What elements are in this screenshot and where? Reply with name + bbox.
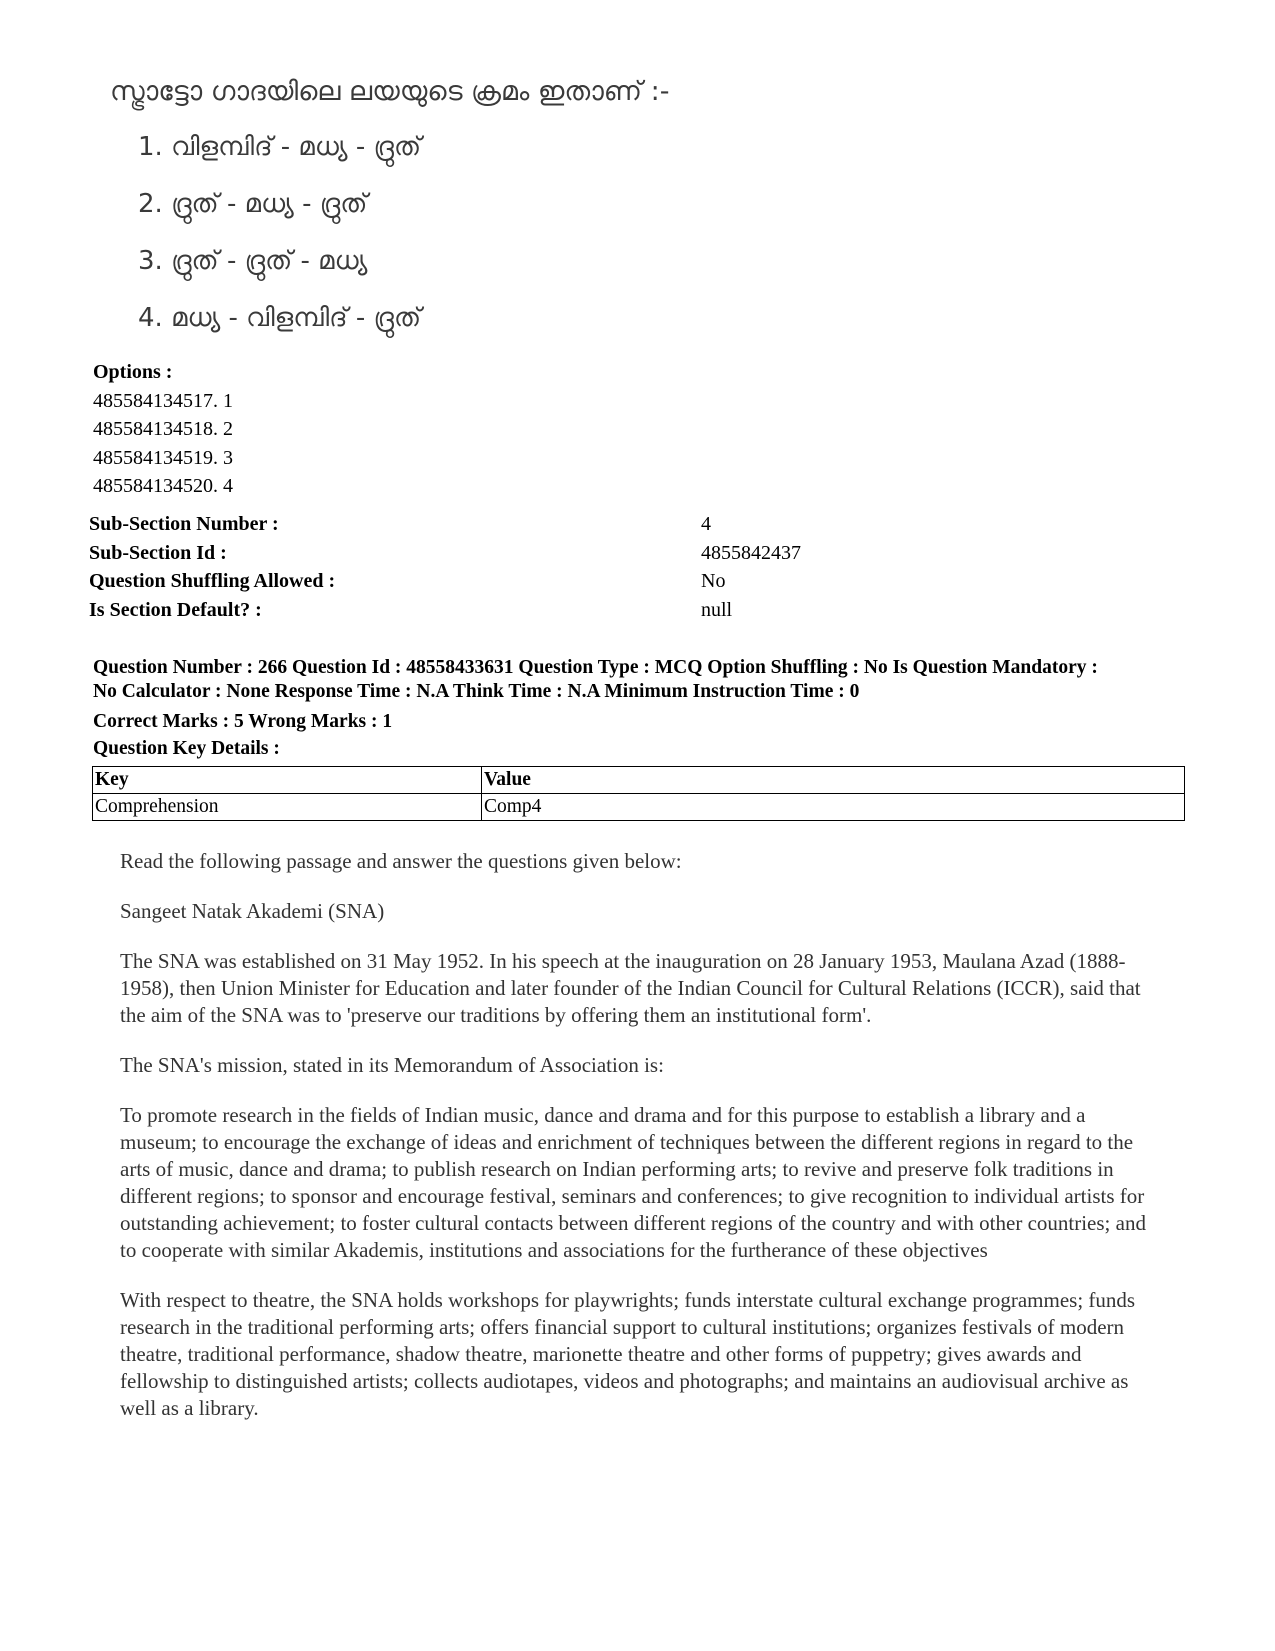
- table-row: [93, 794, 1185, 821]
- option-item: 485584134520. 4: [93, 475, 233, 497]
- question-shuffling-row: [89, 567, 726, 596]
- comprehension-passage: [120, 848, 1160, 1445]
- question-shuffling-value: No: [701, 570, 726, 592]
- question-header-line: No Calculator : None Response Time : N.A Think Time : N.A Minimum Instruction Time : 0: [93, 681, 860, 702]
- option-item: 485584134518. 2: [93, 418, 233, 440]
- subsection-number-label: Sub-Section Number :: [89, 513, 279, 535]
- question-header: [93, 656, 1193, 704]
- question-shuffling-label: Question Shuffling Allowed :: [89, 570, 336, 592]
- passage-title: Sangeet Natak Akademi (SNA): [120, 899, 385, 923]
- subsection-id-value: 4855842437: [701, 541, 801, 564]
- passage-paragraph: To promote research in the fields of Indian music, dance and drama and for this purpose to establish a library and a museum; to encourage the exchange of ideas and enrichment of techniques between the different regions in regard to the arts of music, dance and drama; to publish research on Indian performing arts; to revive and preserve folk traditions in different regions; to sponsor and encourage festival, seminars and conferences; to give recognition to individual artists for outstanding achievement; to foster cultural contacts between different regions of the country and with other countries; and to cooperate with similar Akademis, institutions and associations for the furtherance of these objectives: [120, 1103, 1146, 1262]
- table-cell-value: Comp4: [482, 794, 1185, 821]
- table-header-row: [93, 767, 1185, 794]
- options-label: Options :: [93, 361, 173, 383]
- table-header-value: Value: [482, 767, 1185, 794]
- table-cell-key: Comprehension: [93, 794, 482, 821]
- subsection-meta: [89, 510, 801, 624]
- table-header-key: Key: [93, 767, 482, 794]
- statement-list: [138, 130, 421, 358]
- options-block: [93, 358, 233, 501]
- statement-item: 1. വിളമ്പിദ് - മധ്യ - ദ്രുത്: [138, 132, 422, 162]
- section-default-row: [89, 596, 733, 625]
- passage-paragraph: The SNA's mission, stated in its Memorandum of Association is:: [120, 1053, 664, 1077]
- statement-item: 4. മധ്യ - വിളമ്പിദ് - ദ്രുത്: [138, 303, 422, 333]
- marks-line: Correct Marks : 5 Wrong Marks : 1: [93, 711, 393, 732]
- passage-instruction: Read the following passage and answer the questions given below:: [120, 849, 682, 873]
- section-default-label: Is Section Default? :: [89, 598, 262, 621]
- statement-item: 2. ദ്രുത് - മധ്യ - ദ്രുത്: [138, 189, 368, 219]
- key-details-label: Question Key Details :: [93, 738, 280, 759]
- option-item: 485584134519. 3: [93, 446, 233, 469]
- subsection-id-label: Sub-Section Id :: [89, 541, 227, 564]
- question-header-line: Question Number : 266 Question Id : 48558433631 Question Type : MCQ Option Shuffling : No Is Question Mandatory :: [93, 657, 1098, 678]
- key-details-table: [92, 766, 1185, 821]
- question-text-malayalam: സ്ട്രാട്ടോ ഗാദയിലെ ലയയുടെ ക്രമം ഇതാണ് :-: [110, 76, 670, 107]
- subsection-number-value: 4: [701, 513, 711, 535]
- section-default-value: null: [701, 598, 733, 621]
- passage-paragraph: The SNA was established on 31 May 1952. In his speech at the inauguration on 28 January 1953, Maulana Azad (1888-1958), then Union Minister for Education and later founder of the Indian Council for Cultural Relations (ICCR), said that the aim of the SNA was to 'preserve our traditions by offering them an institutional form'.: [120, 949, 1141, 1027]
- subsection-number-row: [89, 510, 711, 539]
- option-item: 485584134517. 1: [93, 389, 233, 412]
- subsection-id-row: [89, 539, 801, 568]
- passage-paragraph: With respect to theatre, the SNA holds workshops for playwrights; funds interstate cultural exchange programmes; funds research in the traditional performing arts; offers financial support to cultural institutions; organizes festivals of modern theatre, traditional performance, shadow theatre, marionette theatre and other forms of puppetry; gives awards and fellowship to distinguished artists; collects audiotapes, videos and photographs; and maintains an audiovisual archive as well as a library.: [120, 1288, 1136, 1420]
- statement-item: 3. ദ്രുത് - ദ്രുത് - മധ്യ: [138, 246, 368, 276]
